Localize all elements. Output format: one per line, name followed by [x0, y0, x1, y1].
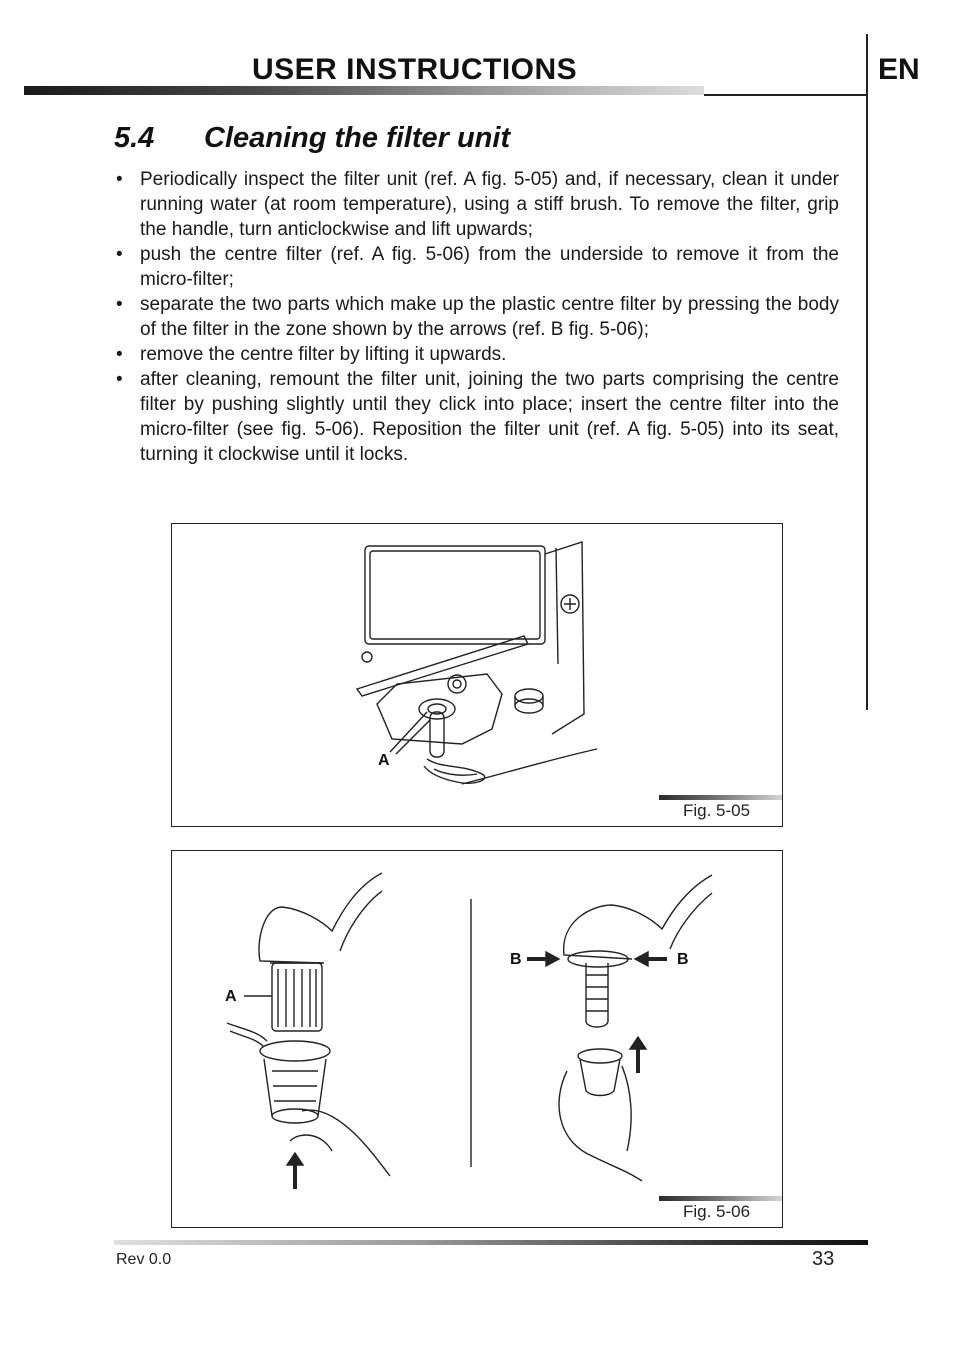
side-rule [866, 34, 868, 710]
instruction-item: • after cleaning, remount the filter unit, joining the two parts comprising the centre filter by pushing slightly until they click into place; insert the centre filter into the micro-filter (see fig. 5-06). Reposition the filter unit (ref. A fig. 5-05) into its seat, turning it clockwise until it locks. [114, 367, 839, 467]
figure-caption: Fig. 5-05 [683, 801, 751, 820]
figure-caption-bar [659, 795, 782, 800]
label-a: A [225, 988, 237, 1005]
section-title: Cleaning the filter unit [204, 122, 511, 154]
instruction-item: • separate the two parts which make up the plastic centre filter by pressing the body of the filter in the zone shown by the arrows (ref. B fig. 5-06); [114, 292, 839, 342]
instruction-item: • push the centre filter (ref. A fig. 5-06) from the underside to remove it from the micro-filter; [114, 242, 839, 292]
filter-disassembly-illustration [172, 851, 782, 1227]
label-b-left: B [510, 951, 522, 968]
instruction-item: • remove the centre filter by lifting it upwards. [114, 342, 839, 367]
language-tag: EN [878, 53, 920, 86]
footer-gradient-bar [114, 1240, 868, 1245]
label-b-right: B [677, 951, 689, 968]
dishwasher-filter-illustration [172, 524, 782, 826]
figure-caption: Fig. 5-06 [683, 1202, 751, 1221]
section-heading [114, 118, 510, 158]
figure-5-06 [171, 850, 783, 1228]
header-gradient-bar [24, 86, 704, 95]
revision-label: Rev 0.0 [116, 1251, 172, 1268]
page-number: 33 [812, 1248, 835, 1270]
instruction-list [114, 167, 839, 467]
label-a: A [378, 752, 390, 769]
section-number: 5.4 [114, 122, 155, 154]
instruction-item: • Periodically inspect the filter unit (ref. A fig. 5-05) and, if necessary, clean it under running water (at room temperature), using a stiff brush. To remove the filter, grip the handle, turn anticlockwise and lift upwards; [114, 167, 839, 242]
figure-caption-bar [659, 1196, 782, 1201]
figure-5-05 [171, 523, 783, 827]
page-header-title: USER INSTRUCTIONS [252, 53, 578, 86]
header-rule [704, 94, 868, 96]
